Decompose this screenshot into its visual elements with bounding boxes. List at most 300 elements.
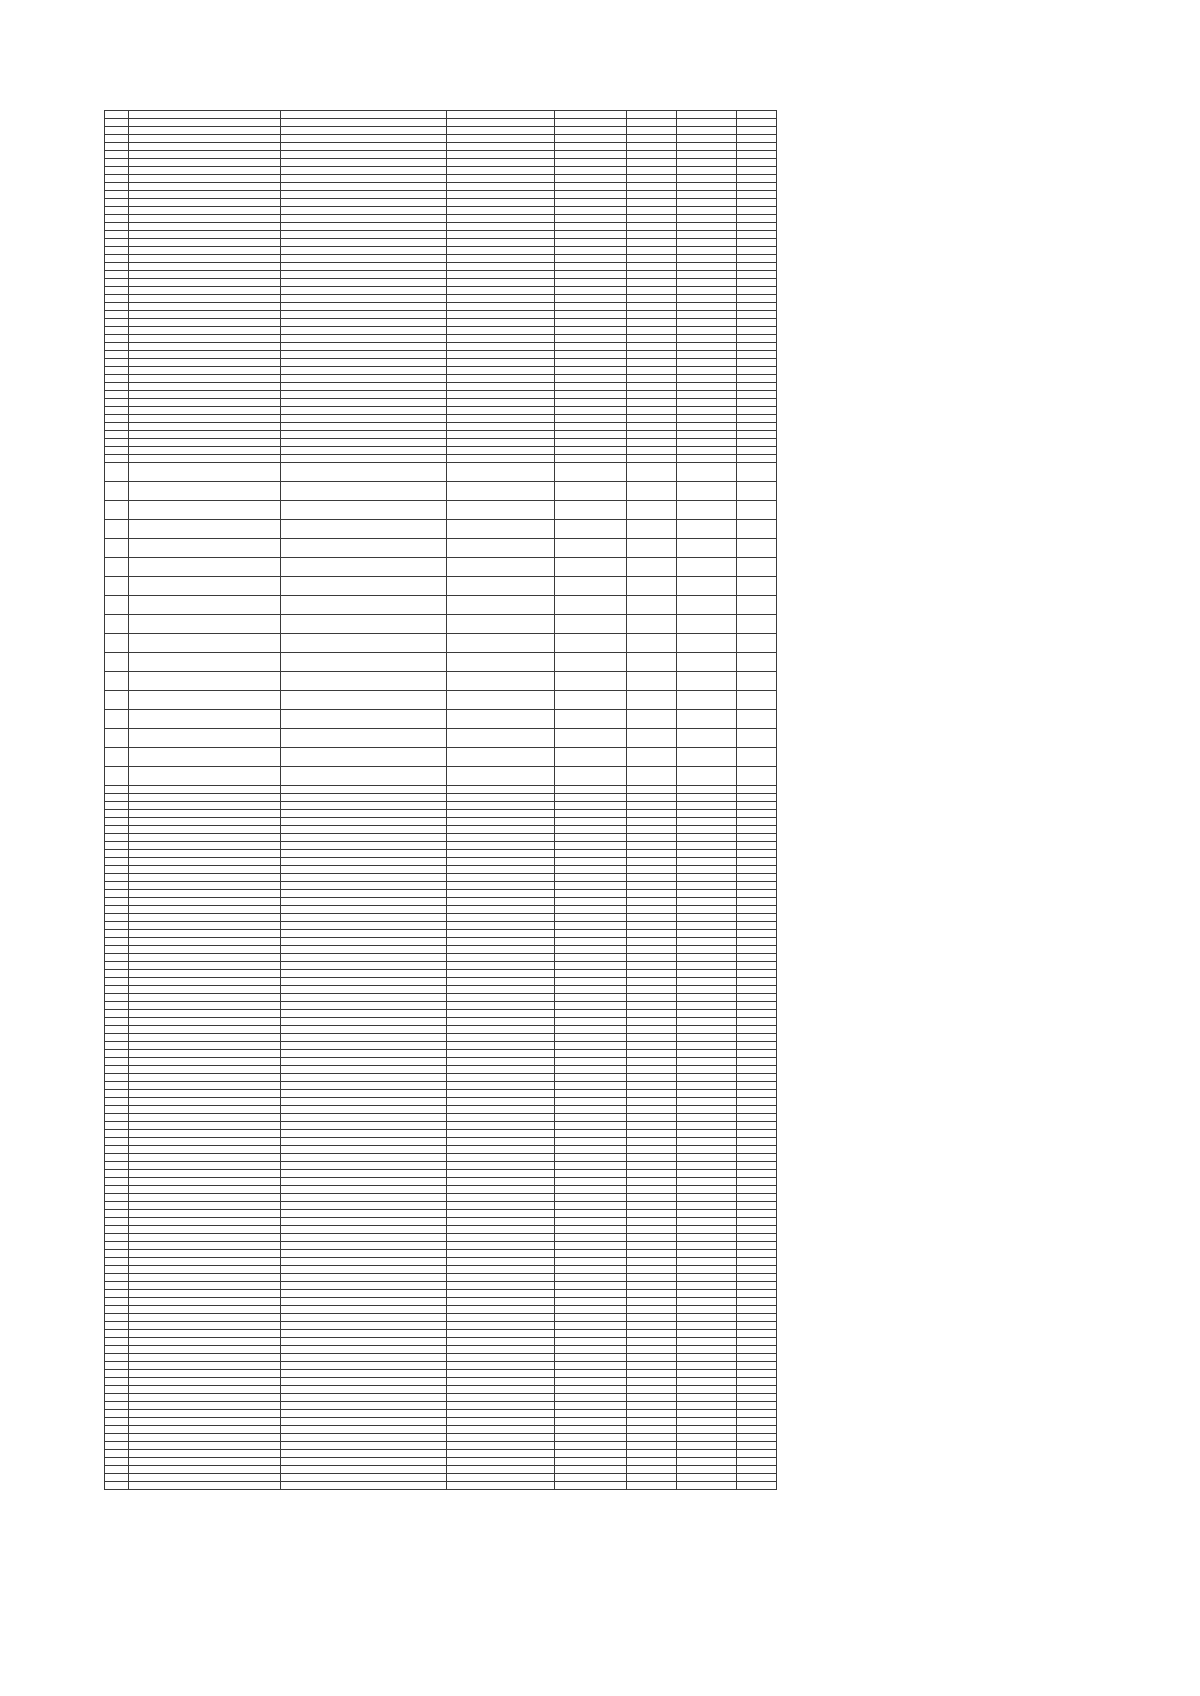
table-row [105, 295, 777, 303]
cell-number [105, 501, 129, 520]
cell-count [737, 634, 777, 653]
cell-latitude [627, 970, 677, 978]
cell-street [447, 1290, 555, 1298]
cell-count [737, 255, 777, 263]
cell-district [129, 1074, 281, 1082]
cell-count [737, 1058, 777, 1066]
table-row [105, 1290, 777, 1298]
cell-count [737, 1298, 777, 1306]
cell-district [129, 343, 281, 351]
cell-number [105, 1098, 129, 1106]
cell-number [105, 978, 129, 986]
cell-latitude [627, 183, 677, 191]
cell-longitude [677, 391, 737, 399]
cell-street [447, 279, 555, 287]
cell-latitude [627, 151, 677, 159]
cell-settlement [281, 327, 447, 335]
cell-district [129, 1138, 281, 1146]
cell-house [555, 455, 627, 463]
cell-number [105, 447, 129, 455]
cell-district [129, 1106, 281, 1114]
table-row [105, 1306, 777, 1314]
cell-settlement [281, 501, 447, 520]
cell-settlement [281, 802, 447, 810]
table-row [105, 1170, 777, 1178]
cell-count [737, 1450, 777, 1458]
cell-street [447, 1474, 555, 1482]
cell-number [105, 1306, 129, 1314]
cell-settlement [281, 263, 447, 271]
table-row [105, 810, 777, 818]
cell-house [555, 1338, 627, 1346]
cell-latitude [627, 287, 677, 295]
cell-number [105, 263, 129, 271]
cell-longitude [677, 1170, 737, 1178]
cell-district [129, 842, 281, 850]
cell-street [447, 834, 555, 842]
cell-latitude [627, 407, 677, 415]
cell-number [105, 1394, 129, 1402]
cell-settlement [281, 143, 447, 151]
cell-street [447, 143, 555, 151]
cell-count [737, 1354, 777, 1362]
cell-count [737, 834, 777, 842]
cell-district [129, 1002, 281, 1010]
cell-house [555, 539, 627, 558]
cell-district [129, 207, 281, 215]
cell-district [129, 1170, 281, 1178]
cell-district [129, 151, 281, 159]
cell-latitude [627, 1378, 677, 1386]
cell-settlement [281, 1354, 447, 1362]
cell-district [129, 295, 281, 303]
table-row [105, 691, 777, 710]
cell-count [737, 653, 777, 672]
cell-longitude [677, 127, 737, 135]
cell-street [447, 1066, 555, 1074]
cell-district [129, 199, 281, 207]
cell-house [555, 191, 627, 199]
cell-number [105, 279, 129, 287]
cell-house [555, 247, 627, 255]
table-row [105, 375, 777, 383]
cell-count [737, 882, 777, 890]
table-row [105, 1010, 777, 1018]
cell-street [447, 858, 555, 866]
cell-latitude [627, 327, 677, 335]
cell-house [555, 501, 627, 520]
cell-number [105, 303, 129, 311]
cell-longitude [677, 786, 737, 794]
cell-longitude [677, 183, 737, 191]
table-row [105, 577, 777, 596]
cell-settlement [281, 359, 447, 367]
table-row [105, 151, 777, 159]
cell-district [129, 1122, 281, 1130]
cell-street [447, 596, 555, 615]
cell-settlement [281, 271, 447, 279]
cell-count [737, 223, 777, 231]
cell-longitude [677, 1098, 737, 1106]
cell-street [447, 151, 555, 159]
cell-number [105, 938, 129, 946]
cell-house [555, 1098, 627, 1106]
cell-count [737, 143, 777, 151]
cell-settlement [281, 207, 447, 215]
table-row [105, 463, 777, 482]
table-row [105, 199, 777, 207]
table-row [105, 1114, 777, 1122]
cell-number [105, 1154, 129, 1162]
table-row [105, 850, 777, 858]
cell-district [129, 882, 281, 890]
cell-latitude [627, 729, 677, 748]
cell-latitude [627, 615, 677, 634]
cell-district [129, 415, 281, 423]
cell-house [555, 463, 627, 482]
cell-longitude [677, 826, 737, 834]
cell-house [555, 175, 627, 183]
cell-longitude [677, 1442, 737, 1450]
cell-latitude [627, 539, 677, 558]
cell-house [555, 1066, 627, 1074]
cell-count [737, 501, 777, 520]
cell-number [105, 1298, 129, 1306]
cell-number [105, 295, 129, 303]
cell-house [555, 263, 627, 271]
cell-house [555, 558, 627, 577]
cell-house [555, 978, 627, 986]
cell-district [129, 1050, 281, 1058]
cell-latitude [627, 850, 677, 858]
cell-settlement [281, 1202, 447, 1210]
cell-street [447, 802, 555, 810]
cell-number [105, 1354, 129, 1362]
cell-settlement [281, 729, 447, 748]
cell-street [447, 794, 555, 802]
cell-house [555, 359, 627, 367]
cell-street [447, 159, 555, 167]
cell-street [447, 295, 555, 303]
cell-longitude [677, 914, 737, 922]
register-table [104, 110, 777, 1490]
cell-latitude [627, 1098, 677, 1106]
cell-street [447, 335, 555, 343]
cell-street [447, 1122, 555, 1130]
cell-number [105, 199, 129, 207]
cell-district [129, 1434, 281, 1442]
cell-settlement [281, 1258, 447, 1266]
cell-street [447, 1418, 555, 1426]
table-row [105, 858, 777, 866]
cell-settlement [281, 970, 447, 978]
cell-house [555, 271, 627, 279]
cell-district [129, 279, 281, 287]
cell-settlement [281, 482, 447, 501]
cell-latitude [627, 1418, 677, 1426]
cell-latitude [627, 135, 677, 143]
cell-house [555, 962, 627, 970]
cell-district [129, 874, 281, 882]
cell-house [555, 231, 627, 239]
cell-settlement [281, 994, 447, 1002]
cell-house [555, 986, 627, 994]
cell-count [737, 1138, 777, 1146]
cell-district [129, 1218, 281, 1226]
table-row [105, 255, 777, 263]
cell-latitude [627, 1218, 677, 1226]
cell-number [105, 1450, 129, 1458]
cell-longitude [677, 287, 737, 295]
cell-count [737, 1178, 777, 1186]
cell-settlement [281, 634, 447, 653]
cell-number [105, 826, 129, 834]
cell-count [737, 1394, 777, 1402]
cell-count [737, 1442, 777, 1450]
cell-number [105, 1426, 129, 1434]
table-row [105, 914, 777, 922]
table-row [105, 1058, 777, 1066]
table-row [105, 1330, 777, 1338]
cell-count [737, 1026, 777, 1034]
cell-number [105, 729, 129, 748]
cell-street [447, 119, 555, 127]
table-row [105, 1146, 777, 1154]
cell-count [737, 596, 777, 615]
cell-number [105, 119, 129, 127]
cell-settlement [281, 1370, 447, 1378]
cell-number [105, 1458, 129, 1466]
cell-house [555, 1226, 627, 1234]
cell-street [447, 1338, 555, 1346]
cell-count [737, 1370, 777, 1378]
cell-number [105, 351, 129, 359]
cell-settlement [281, 1162, 447, 1170]
cell-latitude [627, 351, 677, 359]
cell-count [737, 691, 777, 710]
cell-settlement [281, 463, 447, 482]
cell-latitude [627, 1034, 677, 1042]
cell-number [105, 111, 129, 119]
table-row [105, 1482, 777, 1490]
cell-house [555, 1282, 627, 1290]
cell-settlement [281, 223, 447, 231]
cell-count [737, 399, 777, 407]
cell-street [447, 767, 555, 786]
cell-number [105, 1482, 129, 1490]
cell-number [105, 1130, 129, 1138]
table-row [105, 1226, 777, 1234]
cell-settlement [281, 1282, 447, 1290]
cell-street [447, 463, 555, 482]
cell-longitude [677, 143, 737, 151]
cell-house [555, 1194, 627, 1202]
cell-settlement [281, 810, 447, 818]
cell-count [737, 447, 777, 455]
cell-street [447, 1146, 555, 1154]
cell-street [447, 1202, 555, 1210]
cell-district [129, 930, 281, 938]
cell-street [447, 520, 555, 539]
cell-number [105, 858, 129, 866]
cell-house [555, 898, 627, 906]
table-row [105, 930, 777, 938]
cell-house [555, 691, 627, 710]
cell-longitude [677, 351, 737, 359]
cell-settlement [281, 1434, 447, 1442]
cell-latitude [627, 359, 677, 367]
cell-settlement [281, 954, 447, 962]
cell-street [447, 1170, 555, 1178]
table-row [105, 335, 777, 343]
cell-settlement [281, 343, 447, 351]
table-row [105, 672, 777, 691]
cell-settlement [281, 874, 447, 882]
cell-district [129, 1322, 281, 1330]
cell-street [447, 615, 555, 634]
cell-number [105, 127, 129, 135]
cell-settlement [281, 520, 447, 539]
cell-house [555, 215, 627, 223]
cell-count [737, 1474, 777, 1482]
cell-district [129, 1026, 281, 1034]
cell-longitude [677, 335, 737, 343]
cell-longitude [677, 767, 737, 786]
cell-settlement [281, 1170, 447, 1178]
table-row [105, 1218, 777, 1226]
cell-longitude [677, 375, 737, 383]
cell-number [105, 287, 129, 295]
cell-district [129, 1330, 281, 1338]
cell-house [555, 207, 627, 215]
cell-count [737, 1434, 777, 1442]
cell-district [129, 1290, 281, 1298]
table-row [105, 175, 777, 183]
cell-latitude [627, 1042, 677, 1050]
cell-count [737, 1186, 777, 1194]
cell-street [447, 691, 555, 710]
table-row [105, 558, 777, 577]
cell-district [129, 439, 281, 447]
cell-count [737, 175, 777, 183]
cell-longitude [677, 1034, 737, 1042]
cell-count [737, 794, 777, 802]
cell-street [447, 1010, 555, 1018]
cell-latitude [627, 1082, 677, 1090]
cell-house [555, 447, 627, 455]
cell-latitude [627, 577, 677, 596]
table-row [105, 729, 777, 748]
cell-street [447, 1250, 555, 1258]
cell-number [105, 767, 129, 786]
cell-longitude [677, 858, 737, 866]
cell-longitude [677, 1482, 737, 1490]
cell-longitude [677, 882, 737, 890]
cell-street [447, 994, 555, 1002]
cell-street [447, 1098, 555, 1106]
cell-house [555, 287, 627, 295]
cell-count [737, 767, 777, 786]
cell-settlement [281, 615, 447, 634]
cell-longitude [677, 1466, 737, 1474]
cell-settlement [281, 922, 447, 930]
cell-house [555, 1138, 627, 1146]
table-row [105, 1434, 777, 1442]
cell-house [555, 866, 627, 874]
table-row [105, 287, 777, 295]
cell-latitude [627, 1306, 677, 1314]
cell-longitude [677, 1162, 737, 1170]
cell-house [555, 383, 627, 391]
cell-street [447, 1210, 555, 1218]
cell-district [129, 914, 281, 922]
cell-latitude [627, 1226, 677, 1234]
cell-longitude [677, 463, 737, 482]
cell-district [129, 303, 281, 311]
table-row [105, 962, 777, 970]
cell-settlement [281, 1394, 447, 1402]
cell-number [105, 159, 129, 167]
table-row [105, 1066, 777, 1074]
cell-number [105, 1138, 129, 1146]
cell-latitude [627, 1058, 677, 1066]
cell-count [737, 295, 777, 303]
cell-number [105, 1074, 129, 1082]
cell-count [737, 1418, 777, 1426]
cell-latitude [627, 1258, 677, 1266]
table-row [105, 343, 777, 351]
cell-longitude [677, 634, 737, 653]
cell-settlement [281, 1466, 447, 1474]
cell-longitude [677, 1154, 737, 1162]
cell-count [737, 826, 777, 834]
cell-count [737, 1426, 777, 1434]
cell-number [105, 874, 129, 882]
table-row [105, 111, 777, 119]
cell-latitude [627, 1274, 677, 1282]
cell-number [105, 1290, 129, 1298]
cell-street [447, 423, 555, 431]
cell-house [555, 1274, 627, 1282]
cell-count [737, 1034, 777, 1042]
cell-district [129, 866, 281, 874]
cell-longitude [677, 223, 737, 231]
cell-number [105, 1346, 129, 1354]
cell-settlement [281, 1410, 447, 1418]
cell-house [555, 327, 627, 335]
cell-longitude [677, 615, 737, 634]
cell-district [129, 1178, 281, 1186]
cell-longitude [677, 596, 737, 615]
cell-number [105, 1218, 129, 1226]
cell-number [105, 391, 129, 399]
table-row [105, 1314, 777, 1322]
cell-street [447, 842, 555, 850]
cell-district [129, 359, 281, 367]
cell-street [447, 1434, 555, 1442]
cell-longitude [677, 842, 737, 850]
cell-settlement [281, 794, 447, 802]
cell-settlement [281, 938, 447, 946]
cell-count [737, 1290, 777, 1298]
cell-district [129, 858, 281, 866]
cell-longitude [677, 1050, 737, 1058]
cell-settlement [281, 986, 447, 994]
cell-latitude [627, 215, 677, 223]
cell-longitude [677, 231, 737, 239]
cell-latitude [627, 119, 677, 127]
cell-house [555, 1162, 627, 1170]
